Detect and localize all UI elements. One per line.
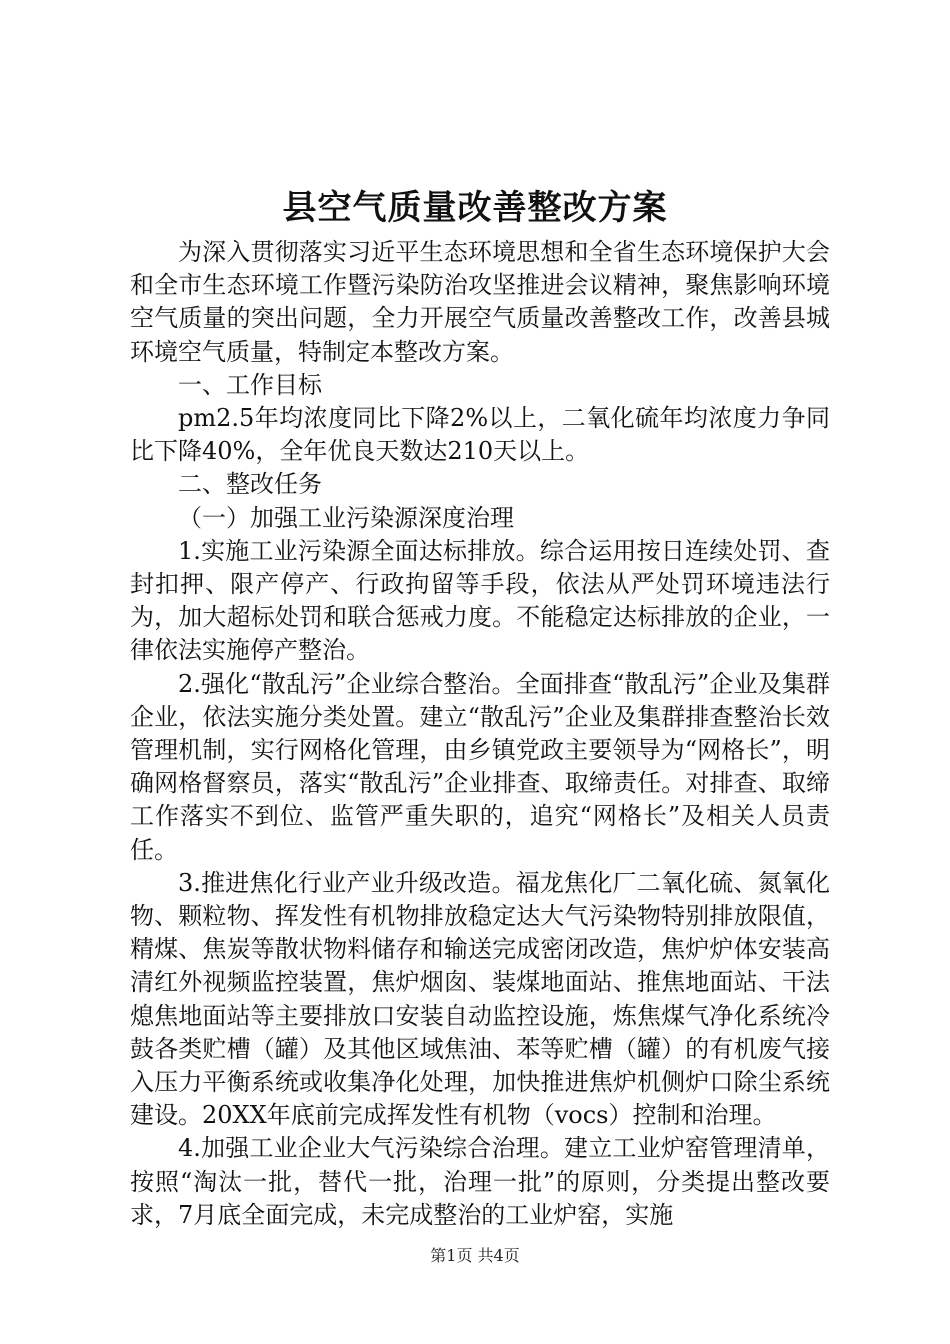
paragraph-task-4: 4.加强工业企业大气污染综合治理。建立工业炉窑管理清单，按照“淘汰一批，替代一批，治理一批”的原则，分类提出整改要求，7月底全面完成，未完成整治的工业炉窑，实施 <box>130 1134 830 1229</box>
paragraph-task-3: 3.推进焦化行业产业升级改造。福龙焦化厂二氧化硫、氮氧化物、颗粒物、挥发性有机物排放稳定达大气污染物特别排放限值，精煤、焦炭等散状物料储存和输送完成密闭改造，焦炉炉体安装高清红外视频监控装置，焦炉烟囱、装煤地面站、推焦地面站、干法熄焦地面站等主要排放口安装自动监控设施，炼焦煤气净化系统冷鼓各类贮槽（罐）及其他区域焦油、苯等贮槽（罐）的有机废气接入压力平衡系统或收集净化处理，加快推进焦炉机侧炉口除尘系统建设。20XX年底前完成挥发性有机物（vocs）控制和治理。 <box>130 868 830 1130</box>
subheading-industrial: （一）加强工业污染源深度治理 <box>178 503 514 532</box>
heading-tasks: 二、整改任务 <box>178 470 322 499</box>
paragraph-task-1: 1.实施工业污染源全面达标排放。综合运用按日连续处罚、查封扣押、限产停产、行政拘留等手段，依法从严处罚环境违法行为，加大超标处罚和联合惩戒力度。不能稳定达标排放的企业，一律依法实施停产整治。 <box>130 536 830 665</box>
paragraph-goals: pm2.5年均浓度同比下降2%以上，二氧化硫年均浓度力争同比下降40%，全年优良天数达210天以上。 <box>130 404 830 466</box>
paragraph-task-2: 2.强化“散乱污”企业综合整治。全面排查“散乱污”企业及集群企业，依法实施分类处置。建立“散乱污”企业及集群排查整治长效管理机制，实行网格化管理，由乡镇党政主要领导为“网格长”，明确网格督察员，落实“散乱污”企业排查、取缔责任。对排查、取缔工作落实不到位、监管严重失职的，追究“网格长”及相关人员责任。 <box>130 669 830 864</box>
document-body <box>130 236 830 1232</box>
paragraph-intro: 为深入贯彻落实习近平生态环境思想和全省生态环境保护大会和全市生态环境工作暨污染防治攻坚推进会议精神，聚焦影响环境空气质量的突出问题，全力开展空气质量改善整改工作，改善县城环境空气质量，特制定本整改方案。 <box>130 238 830 366</box>
page-footer: 第1页 共4页 <box>430 1246 520 1265</box>
document-title: 县空气质量改善整改方案 <box>282 188 668 228</box>
heading-work-goals: 一、工作目标 <box>178 370 322 399</box>
